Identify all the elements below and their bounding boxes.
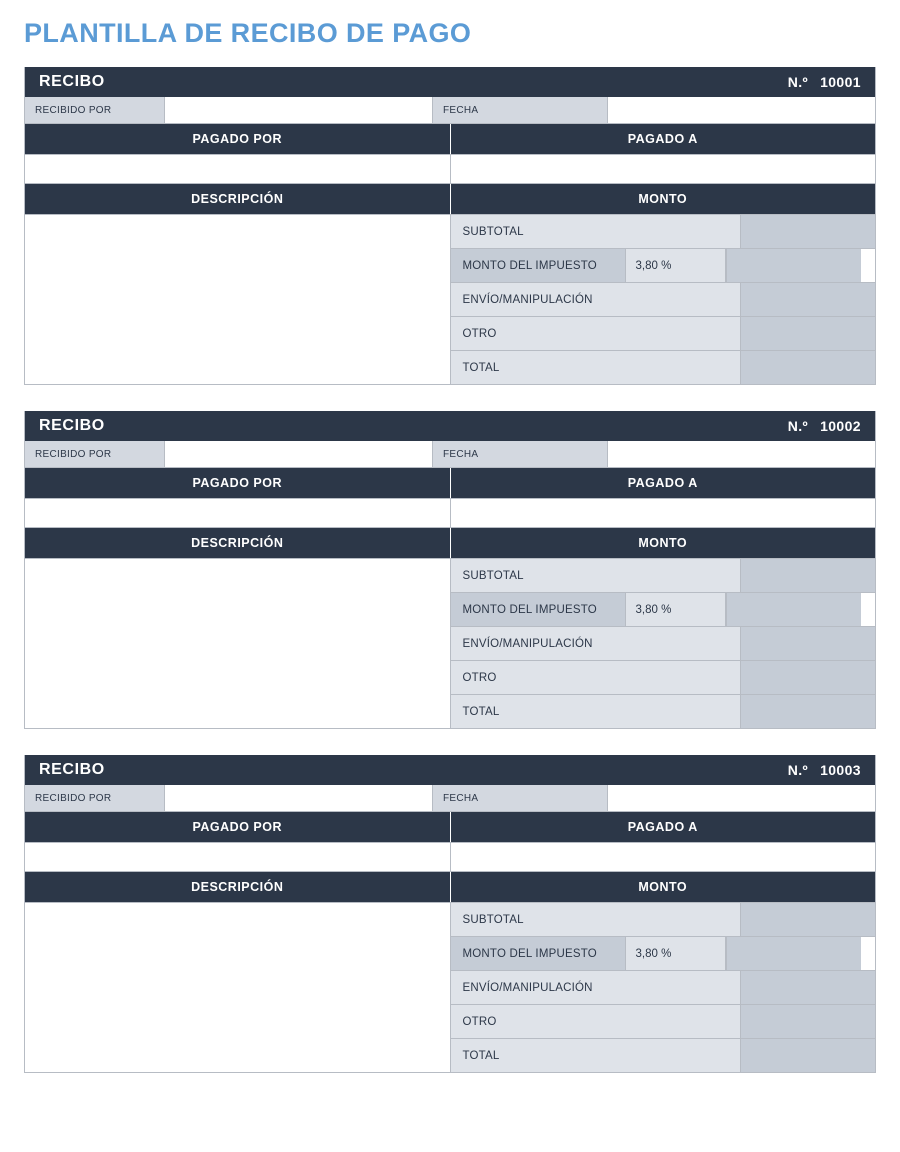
amount-column — [451, 215, 876, 384]
shipping-value[interactable] — [740, 971, 875, 1004]
items-band — [25, 184, 875, 215]
received-by-input[interactable] — [165, 97, 433, 123]
description-label: DESCRIPCIÓN — [25, 528, 451, 558]
paid-entry-row — [25, 155, 875, 184]
tax-row — [451, 937, 876, 971]
received-by-label: RECIBIDO POR — [25, 97, 165, 123]
receipt-number — [788, 762, 861, 778]
shipping-label: ENVÍO/MANIPULACIÓN — [451, 283, 741, 316]
total-value[interactable] — [740, 351, 875, 384]
receipt-meta-row — [25, 97, 875, 124]
shipping-value[interactable] — [740, 627, 875, 660]
receipt-number-value: 10003 — [820, 762, 861, 778]
date-label: FECHA — [433, 97, 608, 123]
amount-label: MONTO — [638, 192, 688, 206]
other-label: OTRO — [451, 661, 741, 694]
subtotal-row — [451, 215, 876, 249]
receipt-title: RECIBO — [39, 73, 105, 90]
other-value[interactable] — [740, 1005, 875, 1038]
paid-by-label: PAGADO POR — [25, 124, 451, 154]
subtotal-row — [451, 559, 876, 593]
paid-to-label: PAGADO A — [627, 476, 698, 490]
tax-label: MONTO DEL IMPUESTO — [451, 937, 626, 970]
receipt-header — [25, 755, 875, 785]
shipping-value[interactable] — [740, 283, 875, 316]
receipt-meta-row — [25, 785, 875, 812]
receipt-card — [24, 411, 876, 729]
paid-to-input[interactable] — [451, 843, 876, 871]
receipt-meta-row — [25, 441, 875, 468]
receipt-number — [788, 74, 861, 90]
other-row — [451, 661, 876, 695]
subtotal-value[interactable] — [740, 215, 875, 248]
received-by-input[interactable] — [165, 785, 433, 811]
total-value[interactable] — [740, 695, 875, 728]
other-value[interactable] — [740, 317, 875, 350]
amount-column — [451, 903, 876, 1072]
tax-label: MONTO DEL IMPUESTO — [451, 249, 626, 282]
shipping-row — [451, 283, 876, 317]
receipt-number-value: 10001 — [820, 74, 861, 90]
total-row — [451, 695, 876, 728]
other-value[interactable] — [740, 661, 875, 694]
subtotal-label: SUBTOTAL — [451, 215, 741, 248]
tax-row — [451, 593, 876, 627]
tax-rate-input[interactable]: 3,80 % — [626, 937, 726, 970]
paid-band — [25, 124, 875, 155]
paid-to-label: PAGADO A — [627, 820, 698, 834]
tax-label: MONTO DEL IMPUESTO — [451, 593, 626, 626]
receipt-title: RECIBO — [39, 417, 105, 434]
received-by-label: RECIBIDO POR — [25, 785, 165, 811]
description-input[interactable] — [25, 215, 451, 384]
receipt-header — [25, 411, 875, 441]
subtotal-label: SUBTOTAL — [451, 903, 741, 936]
description-input[interactable] — [25, 559, 451, 728]
page-title: PLANTILLA DE RECIBO DE PAGO — [24, 18, 472, 48]
shipping-row — [451, 627, 876, 661]
shipping-label: ENVÍO/MANIPULACIÓN — [451, 627, 741, 660]
receipt-header — [25, 67, 875, 97]
total-value[interactable] — [740, 1039, 875, 1072]
amount-column — [451, 559, 876, 728]
paid-by-label: PAGADO POR — [25, 468, 451, 498]
received-by-input[interactable] — [165, 441, 433, 467]
date-label: FECHA — [433, 785, 608, 811]
date-label: FECHA — [433, 441, 608, 467]
paid-to-input[interactable] — [451, 499, 876, 527]
paid-by-input[interactable] — [25, 499, 451, 527]
tax-rate-input[interactable]: 3,80 % — [626, 249, 726, 282]
subtotal-label: SUBTOTAL — [451, 559, 741, 592]
receipt-card — [24, 755, 876, 1073]
amount-label: MONTO — [638, 880, 688, 894]
receipt-title: RECIBO — [39, 761, 105, 778]
receipt-number-value: 10002 — [820, 418, 861, 434]
total-row — [451, 351, 876, 384]
items-body — [25, 215, 875, 384]
other-row — [451, 317, 876, 351]
received-by-label: RECIBIDO POR — [25, 441, 165, 467]
paid-to-input[interactable] — [451, 155, 876, 183]
tax-value[interactable] — [726, 249, 861, 282]
total-label: TOTAL — [451, 695, 741, 728]
receipt-number-prefix: N.º — [787, 418, 809, 434]
shipping-row — [451, 971, 876, 1005]
total-label: TOTAL — [451, 351, 741, 384]
items-band — [25, 528, 875, 559]
items-band — [25, 872, 875, 903]
receipt-card — [24, 67, 876, 385]
tax-rate-input[interactable]: 3,80 % — [626, 593, 726, 626]
subtotal-value[interactable] — [740, 903, 875, 936]
subtotal-row — [451, 903, 876, 937]
description-label: DESCRIPCIÓN — [25, 184, 451, 214]
paid-band — [25, 812, 875, 843]
total-label: TOTAL — [451, 1039, 741, 1072]
paid-by-input[interactable] — [25, 843, 451, 871]
receipt-number-prefix: N.º — [787, 762, 809, 778]
description-input[interactable] — [25, 903, 451, 1072]
paid-entry-row — [25, 843, 875, 872]
subtotal-value[interactable] — [740, 559, 875, 592]
total-row — [451, 1039, 876, 1072]
paid-to-label: PAGADO A — [627, 132, 698, 146]
paid-entry-row — [25, 499, 875, 528]
other-row — [451, 1005, 876, 1039]
description-label: DESCRIPCIÓN — [25, 872, 451, 902]
other-label: OTRO — [451, 317, 741, 350]
tax-row — [451, 249, 876, 283]
tax-value[interactable] — [726, 937, 861, 970]
receipt-number-prefix: N.º — [787, 74, 809, 90]
shipping-label: ENVÍO/MANIPULACIÓN — [451, 971, 741, 1004]
paid-band — [25, 468, 875, 499]
tax-value[interactable] — [726, 593, 861, 626]
paid-by-input[interactable] — [25, 155, 451, 183]
items-body — [25, 559, 875, 728]
receipt-number — [788, 418, 861, 434]
date-input[interactable] — [608, 97, 875, 123]
paid-by-label: PAGADO POR — [25, 812, 451, 842]
amount-label: MONTO — [638, 536, 688, 550]
items-body — [25, 903, 875, 1072]
date-input[interactable] — [608, 441, 875, 467]
date-input[interactable] — [608, 785, 875, 811]
other-label: OTRO — [451, 1005, 741, 1038]
